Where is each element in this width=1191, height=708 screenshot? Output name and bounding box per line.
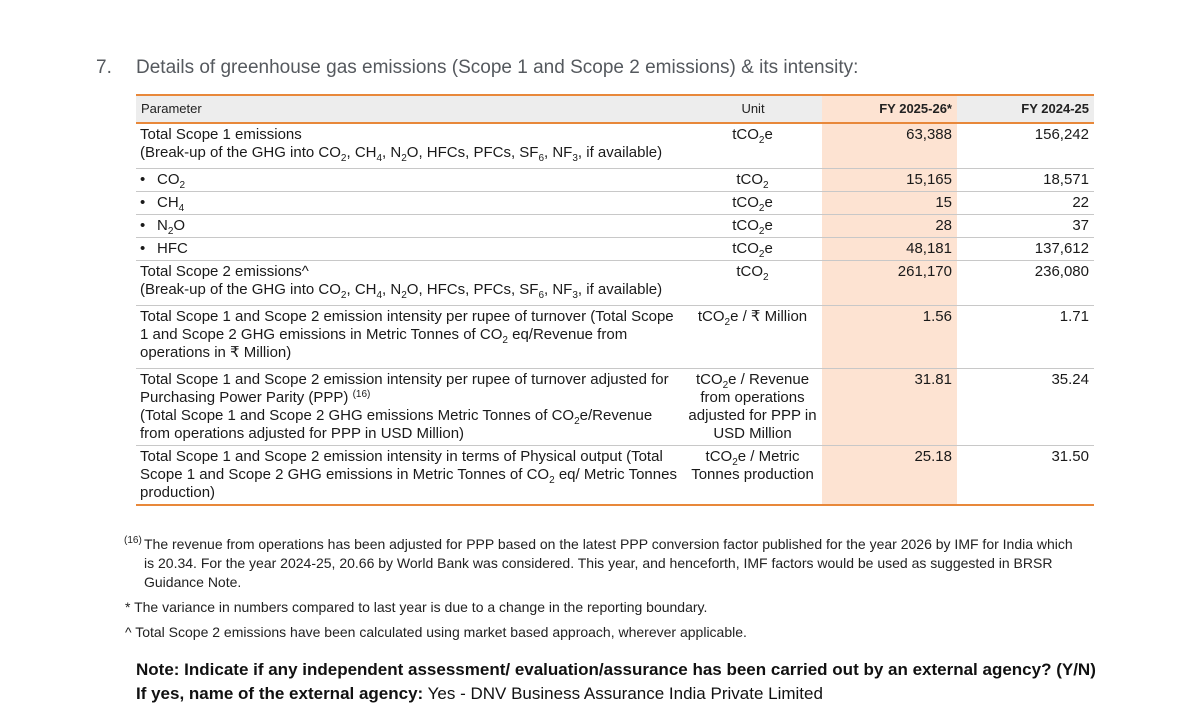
header-unit: Unit <box>684 95 822 123</box>
value-fy-previous: 35.24 <box>957 369 1094 446</box>
value-fy-previous: 37 <box>957 215 1094 238</box>
value-fy-current: 48,181 <box>822 238 957 261</box>
value-fy-previous: 22 <box>957 192 1094 215</box>
parameter-cell: Total Scope 2 emissions^ (Break-up of the GHG into $CO_2$, $CH_4$, $N_2O$, HFCs, PFCs, $SF_6$, $NF_3$, if available) <box>136 261 684 306</box>
value-fy-current: 261,170 <box>822 261 957 306</box>
footnote-16-text: The revenue from operations has been adjusted for PPP based on the latest PPP conversion factor published for the year 2026 by IMF for India which is 20.34. For the year 2024-25, 20.66 by World Bank was considered. This year, and henceforth, IMF factors would be used as suggested in BRSR Guidance Note. <box>144 536 1073 590</box>
parameter-cell: • $N_2O$ <box>136 215 684 238</box>
parameter-cell: Total Scope 1 emissions (Break-up of the GHG into $CO_2$, $CH_4$, $N_2O$, HFCs, PFCs, $SF_6$, $NF_3$, if available) <box>136 123 684 169</box>
bullet-icon: • <box>140 217 146 234</box>
table-row <box>136 215 1094 238</box>
footnote-star: * The variance in numbers compared to last year is due to a change in the reporting boundary. <box>125 599 708 615</box>
header-parameter: Parameter <box>136 95 684 123</box>
note-agency <box>136 683 823 705</box>
unit-cell: tCO$_2$e / ₹ Million <box>684 306 822 369</box>
table-row <box>136 238 1094 261</box>
unit-cell: tCO$_2$e / Revenue from operations adjusted for PPP in USD Million <box>684 369 822 446</box>
emissions-table-container <box>136 94 1094 506</box>
unit-cell: tCO$_2$e <box>684 238 822 261</box>
value-fy-previous: 137,612 <box>957 238 1094 261</box>
value-fy-previous: 1.71 <box>957 306 1094 369</box>
section-title: Details of greenhouse gas emissions (Scope 1 and Scope 2 emissions) & its intensity: <box>136 57 859 78</box>
value-fy-current: 15 <box>822 192 957 215</box>
parameter-cell: Total Scope 1 and Scope 2 emission intensity per rupee of turnover adjusted for Purchasing Power Parity (PPP) $^{(16)}$ (Total Scope 1 and Scope 2 GHG emissions Metric Tonnes of $CO_2e$/Revenue from operations adjusted for PPP in USD Million) <box>136 369 684 446</box>
parameter-cell: • HFC <box>136 238 684 261</box>
value-fy-previous: 31.50 <box>957 446 1094 506</box>
section-number: 7. <box>96 57 112 78</box>
value-fy-current: 28 <box>822 215 957 238</box>
unit-cell: tCO$_2$ <box>684 169 822 192</box>
unit-cell: tCO$_2$e <box>684 215 822 238</box>
table-row <box>136 261 1094 306</box>
value-fy-previous: 236,080 <box>957 261 1094 306</box>
table-header-row <box>136 95 1094 123</box>
table-row <box>136 192 1094 215</box>
table-row <box>136 169 1094 192</box>
value-fy-current: 63,388 <box>822 123 957 169</box>
emissions-table <box>136 94 1094 506</box>
value-fy-current: 15,165 <box>822 169 957 192</box>
header-fy-current: FY 2025-26* <box>822 95 957 123</box>
parameter-cell: • $CO_2$ <box>136 169 684 192</box>
table-row <box>136 369 1094 446</box>
parameter-cell: • $CH_4$ <box>136 192 684 215</box>
note-agency-label: If yes, name of the external agency: <box>136 684 424 703</box>
unit-cell: tCO$_2$e <box>684 123 822 169</box>
bullet-icon: • <box>140 240 146 257</box>
value-fy-previous: 156,242 <box>957 123 1094 169</box>
value-fy-current: 25.18 <box>822 446 957 506</box>
value-fy-current: 1.56 <box>822 306 957 369</box>
bullet-icon: • <box>140 194 146 211</box>
note-agency-value: Yes - DNV Business Assurance India Private Limited <box>427 684 823 703</box>
unit-cell: tCO$_2$e <box>684 192 822 215</box>
unit-cell: tCO$_2$ <box>684 261 822 306</box>
value-fy-previous: 18,571 <box>957 169 1094 192</box>
parameter-cell: Total Scope 1 and Scope 2 emission intensity in terms of Physical output (Total Scope 1 and Scope 2 GHG emissions in Metric Tonnes of $CO_2$ eq/ Metric Tonnes production) <box>136 446 684 506</box>
footnote-16-mark: (16) <box>124 535 142 546</box>
value-fy-current: 31.81 <box>822 369 957 446</box>
table-row <box>136 446 1094 506</box>
bullet-icon: • <box>140 171 146 188</box>
parameter-cell: Total Scope 1 and Scope 2 emission intensity per rupee of turnover (Total Scope 1 and Scope 2 GHG emissions in Metric Tonnes of $CO_2$ eq/Revenue from operations in ₹ Million) <box>136 306 684 369</box>
footnote-16 <box>124 535 1084 592</box>
note-question: Note: Indicate if any independent assessment/ evaluation/assurance has been carried out by an external agency? (Y/N) <box>136 660 1096 679</box>
table-row <box>136 123 1094 169</box>
unit-cell: tCO$_2$e / Metric Tonnes production <box>684 446 822 506</box>
table-row <box>136 306 1094 369</box>
header-fy-previous: FY 2024-25 <box>957 95 1094 123</box>
footnote-caret: ^ Total Scope 2 emissions have been calculated using market based approach, wherever applicable. <box>125 624 747 640</box>
